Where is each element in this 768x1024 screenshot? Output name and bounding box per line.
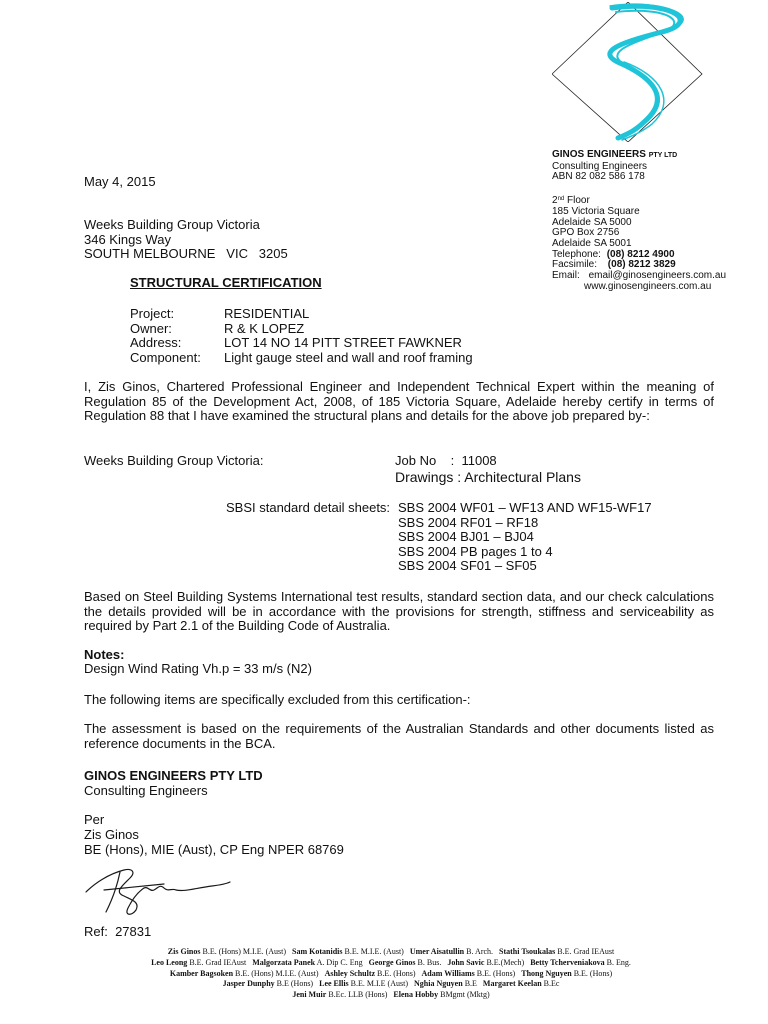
company-name-suffix: PTY LTD <box>648 152 678 159</box>
staff-name: Betty Tcherveniakova <box>530 957 605 967</box>
detail-row: Address: LOT 14 NO 14 PITT STREET FAWKNER <box>130 335 462 351</box>
staff-qualifications: A. Dip C. Eng <box>316 957 363 967</box>
staff-qualifications: B.E. (Hons) <box>476 968 516 978</box>
company-email: Email: email@ginosengineers.com.au <box>552 270 727 282</box>
staff-line <box>80 990 702 1001</box>
staff-qualifications: B. Bus. <box>417 957 442 967</box>
staff-name: Adam Williams <box>421 968 475 978</box>
document-heading: STRUCTURAL CERTIFICATION <box>130 275 322 290</box>
staff-qualifications: B. Eng. <box>606 957 631 967</box>
staff-qualifications: B.Ec <box>543 979 560 989</box>
job-number: Job No : 11008 <box>395 453 497 468</box>
logo-swirl <box>610 4 683 140</box>
staff-name: Leo Leong <box>151 957 188 967</box>
detail-row: Owner: R & K LOPEZ <box>130 320 305 336</box>
company-website[interactable]: www.ginosengineers.com.au <box>584 280 712 292</box>
recipient-address <box>84 218 288 262</box>
company-subtitle: Consulting Engineers <box>552 160 648 172</box>
company-facsimile: Facsimile: (08) 8212 3829 <box>552 259 676 271</box>
staff-name: Nghia Nguyen <box>414 979 463 989</box>
per-label: Per <box>84 812 105 827</box>
detail-row: Component: Light gauge steel and wall and roof framing <box>130 349 473 365</box>
staff-name: Jasper Dunphy <box>222 979 275 989</box>
letter-date: May 4, 2015 <box>84 174 156 189</box>
staff-qualifications: B.Ec. LLB (Hons) <box>328 990 388 1000</box>
staff-qualifications: B.E. (Hons) M.I.E. (Aust) <box>235 968 319 978</box>
staff-name: Ashley Schultz <box>324 968 376 978</box>
company-telephone: Telephone: (08) 8212 4900 <box>552 248 675 260</box>
recipient-line: SOUTH MELBOURNE VIC 3205 <box>84 246 288 262</box>
staff-line <box>80 958 702 969</box>
recipient-line: Weeks Building Group Victoria <box>84 217 260 232</box>
signatory-name: Zis Ginos <box>84 827 139 842</box>
reference-number: Ref: 27831 <box>84 924 152 939</box>
company-name: GINOS ENGINEERS <box>552 149 646 160</box>
staff-qualifications: B.E. (Hons) M.I.E. (Aust) <box>202 947 287 956</box>
drawings-reference: Drawings : Architectural Plans <box>395 469 581 485</box>
intro-paragraph: I, Zis Ginos, Chartered Professional Engineer and Independent Technical Expert within the meaning of Regulation 85 of the Development Act, 2008, of 185 Victoria Square, Adelaide hereby certify in terms of Regulation 88 that I have examined the structural plans and details for the above job prepared by-: <box>84 379 714 424</box>
staff-line <box>80 947 702 958</box>
staff-name: John Savic <box>447 957 485 967</box>
staff-qualifications: B.E <box>464 979 477 989</box>
company-abn: ABN 82 082 586 178 <box>552 171 645 183</box>
staff-qualifications: B.E. M.I.E. (Aust) <box>344 947 404 956</box>
staff-name: Margaret Keelan <box>482 979 542 989</box>
staff-qualifications: BMgmt (Mktg) <box>440 990 490 1000</box>
wind-rating: Design Wind Rating Vh.p = 33 m/s (N2) <box>84 661 312 676</box>
sbsi-sheet: SBS 2004 WF01 – WF13 AND WF15-WF17 <box>398 500 652 515</box>
basis-paragraph: Based on Steel Building Systems International test results, standard section data, and our check calculations the details provided will be in accordance with the provisions for strength, stiffness and serviceability as required by Part 2.1 of the Building Code of Australia. <box>84 589 714 634</box>
company-street: 185 Victoria Square <box>552 205 640 217</box>
staff-qualifications: B.E (Hons) <box>276 979 314 989</box>
email-link[interactable]: email@ginosengineers.com.au <box>588 270 727 282</box>
company-city-postal: Adelaide SA 5001 <box>552 237 632 249</box>
company-name-line <box>552 150 726 162</box>
handwritten-signature <box>84 862 232 918</box>
sbsi-label: SBSI standard detail sheets: <box>226 500 391 515</box>
staff-qualifications: B.E. (Hons) <box>377 968 416 978</box>
staff-name: George Ginos <box>368 957 416 967</box>
staff-name: Malgorzata Panek <box>252 957 316 967</box>
staff-qualifications: B.E. Grad IEAust <box>189 957 247 967</box>
staff-name: Umer Aisatullin <box>409 947 465 956</box>
staff-name: Elena Hobby <box>393 990 439 1000</box>
signatory-qualifications: BE (Hons), MIE (Aust), CP Eng NPER 68769 <box>84 842 344 857</box>
staff-line <box>80 969 702 980</box>
staff-name: Stathi Tsoukalas <box>499 947 556 956</box>
company-gpo: GPO Box 2756 <box>552 227 620 239</box>
recipient-line: 346 Kings Way <box>84 231 171 247</box>
assessment-paragraph: The assessment is based on the requirements of the Australian Standards and other documents listed as reference documents in the BCA. <box>84 721 714 751</box>
staff-qualifications: B. Arch. <box>466 947 494 956</box>
exclusions-statement: The following items are specifically excluded from this certification-: <box>84 692 471 707</box>
sign-off-company: GINOS ENGINEERS PTY LTD <box>84 768 263 783</box>
project-details <box>130 307 473 365</box>
sbsi-sheet: SBS 2004 BJ01 – BJ04 <box>398 529 534 545</box>
staff-qualifications: B.E. M.I.E (Aust) <box>350 979 408 989</box>
staff-line <box>80 979 702 990</box>
notes-heading: Notes: <box>84 647 125 662</box>
staff-name: Zis Ginos <box>167 947 201 956</box>
company-floor: 2nd Floor <box>552 195 590 207</box>
company-logo <box>552 2 718 142</box>
staff-name: Sam Kotanidis <box>292 947 343 956</box>
sbsi-sheet: SBS 2004 PB pages 1 to 4 <box>398 543 553 559</box>
sign-off-subtitle: Consulting Engineers <box>84 783 208 798</box>
staff-footer <box>80 947 702 1001</box>
sbsi-sheet-list <box>398 501 652 574</box>
detail-row: Project: RESIDENTIAL <box>130 306 310 321</box>
staff-qualifications: B.E. Grad IEAust <box>557 947 615 956</box>
company-city: Adelaide SA 5000 <box>552 216 632 228</box>
sbsi-sheet: SBS 2004 RF01 – RF18 <box>398 514 539 530</box>
staff-qualifications: B.E.(Mech) <box>486 957 525 967</box>
staff-name: Lee Ellis <box>319 979 349 989</box>
staff-name: Thong Nguyen <box>521 968 572 978</box>
staff-qualifications: B.E. (Hons) <box>573 968 613 978</box>
staff-name: Kamber Bagsoken <box>169 968 234 978</box>
company-contact-block <box>552 150 726 292</box>
sbsi-sheet: SBS 2004 SF01 – SF05 <box>398 558 537 574</box>
staff-name: Jeni Muir <box>292 990 327 1000</box>
